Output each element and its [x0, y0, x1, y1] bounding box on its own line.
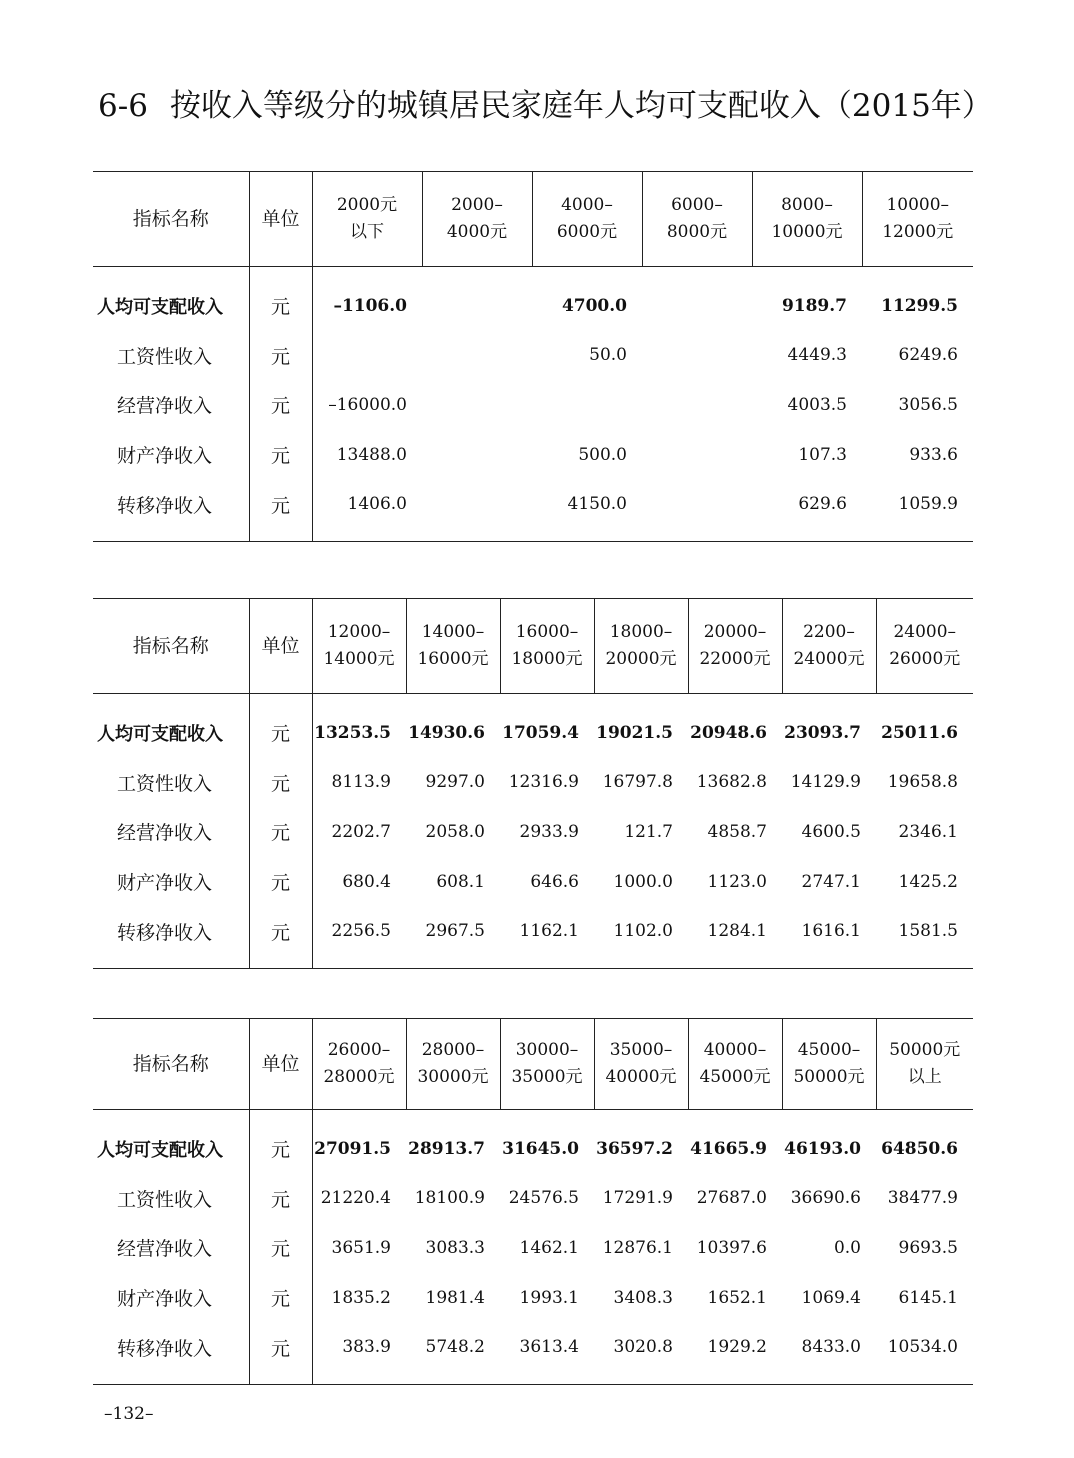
table-row: [93, 758, 973, 808]
cell-value: 10534.0: [876, 1322, 973, 1384]
cell-value: 4858.7: [707, 821, 767, 842]
cell-value: 3083.3: [425, 1237, 485, 1258]
cell-value: [422, 479, 532, 541]
row-unit: 元: [249, 430, 312, 480]
header-unit: 单位: [249, 1019, 312, 1110]
header-bracket: 8000– 10000元: [752, 172, 862, 267]
table-row: [93, 906, 973, 968]
cell-value: [532, 380, 642, 430]
table-row: [93, 380, 973, 430]
header-bracket: 40000– 45000元: [688, 1019, 782, 1110]
header-bracket: 30000– 35000元: [500, 1019, 594, 1110]
cell-value: 4700.0: [561, 295, 627, 316]
table-row: [93, 1110, 973, 1174]
cell-value: 36690.6: [790, 1188, 861, 1209]
cell-value: 6145.1: [898, 1287, 958, 1308]
header-bracket: 26000– 28000元: [312, 1019, 406, 1110]
header-unit: 单位: [249, 172, 312, 267]
cell-value: 8113.9: [312, 758, 406, 808]
row-unit: 元: [249, 807, 312, 857]
row-unit: 元: [249, 1322, 312, 1384]
cell-value: 36597.2: [596, 1138, 673, 1159]
header-bracket: 2000– 4000元: [422, 172, 532, 267]
table-row: [93, 694, 973, 758]
cell-value: 14129.9: [790, 772, 861, 793]
cell-value: 25011.6: [881, 722, 958, 743]
cell-value: 12316.9: [508, 772, 579, 793]
cell-value: 19658.8: [887, 772, 958, 793]
cell-value: 9693.5: [898, 1237, 958, 1258]
cell-value: [422, 380, 532, 430]
cell-value: 24576.5: [508, 1188, 579, 1209]
table-title: 按收入等级分的城镇居民家庭年人均可支配收入（2015年）: [169, 88, 993, 124]
row-label: 人均可支配收入: [97, 296, 223, 318]
table-row: [93, 1273, 973, 1323]
cell-value: 608.1: [436, 871, 485, 892]
row-label: 工资性收入: [117, 772, 213, 795]
cell-value: 27091.5: [312, 1110, 406, 1174]
income-table-1: [93, 171, 973, 542]
cell-value: 1284.1: [688, 906, 782, 968]
cell-value: 21220.4: [312, 1174, 406, 1224]
table-row: [93, 1223, 973, 1273]
table-row: [93, 430, 973, 480]
cell-value: [422, 331, 532, 381]
table-row: [93, 267, 973, 331]
row-label: 转移净收入: [93, 906, 249, 968]
income-table-2: [93, 598, 973, 969]
cell-value: –1106.0: [312, 267, 422, 331]
cell-value: 646.6: [530, 871, 579, 892]
cell-value: 1059.9: [862, 479, 973, 541]
table-row: [93, 807, 973, 857]
row-unit: 元: [249, 906, 312, 968]
cell-value: 383.9: [312, 1322, 406, 1384]
cell-value: 17059.4: [502, 722, 579, 743]
cell-value: 1993.1: [519, 1287, 579, 1308]
cell-value: 11299.5: [881, 295, 958, 316]
cell-value: [642, 479, 752, 541]
row-label: 转移净收入: [93, 479, 249, 541]
cell-value: 1929.2: [688, 1322, 782, 1384]
header-indicator-name: 指标名称: [93, 599, 249, 694]
header-bracket: 2200– 24000元: [782, 599, 876, 694]
cell-value: 1616.1: [782, 906, 876, 968]
cell-value: 13682.8: [696, 772, 767, 793]
cell-value: 107.3: [798, 444, 847, 465]
header-bracket: 14000– 16000元: [406, 599, 500, 694]
cell-value: [642, 331, 752, 381]
page-number: –132–: [104, 1404, 154, 1424]
cell-value: [422, 267, 532, 331]
cell-value: 31645.0: [502, 1138, 579, 1159]
cell-value: 3613.4: [500, 1322, 594, 1384]
cell-value: 18100.9: [414, 1188, 485, 1209]
row-unit: 元: [249, 331, 312, 381]
cell-value: 3651.9: [312, 1223, 406, 1273]
header-indicator-name: 指标名称: [93, 1019, 249, 1110]
cell-value: 3056.5: [898, 394, 958, 415]
cell-value: 1652.1: [707, 1287, 767, 1308]
cell-value: 1162.1: [500, 906, 594, 968]
cell-value: 4003.5: [787, 394, 847, 415]
row-unit: 元: [249, 1174, 312, 1224]
table-row: [93, 1174, 973, 1224]
cell-value: 2747.1: [801, 871, 861, 892]
cell-value: [642, 267, 752, 331]
cell-value: 1069.4: [801, 1287, 861, 1308]
row-unit: 元: [249, 857, 312, 907]
header-unit: 单位: [249, 599, 312, 694]
cell-value: 27687.0: [696, 1188, 767, 1209]
cell-value: 9189.7: [781, 295, 847, 316]
cell-value: 2346.1: [898, 821, 958, 842]
cell-value: 3020.8: [594, 1322, 688, 1384]
cell-value: 17291.9: [602, 1188, 673, 1209]
row-label: 经营净收入: [117, 822, 213, 845]
cell-value: 1981.4: [425, 1287, 485, 1308]
row-unit: 元: [249, 758, 312, 808]
cell-value: 121.7: [624, 821, 673, 842]
cell-value: 6249.6: [898, 345, 958, 366]
row-label: 人均可支配收入: [97, 723, 223, 745]
cell-value: 2256.5: [312, 906, 406, 968]
cell-value: 2058.0: [425, 821, 485, 842]
cell-value: 41665.9: [690, 1138, 767, 1159]
table-row: [93, 1322, 973, 1384]
cell-value: 1406.0: [312, 479, 422, 541]
cell-value: 933.6: [909, 444, 958, 465]
cell-value: 64850.6: [881, 1138, 958, 1159]
row-unit: 元: [249, 1223, 312, 1273]
cell-value: 4449.3: [787, 345, 847, 366]
header-bracket: 4000– 6000元: [532, 172, 642, 267]
cell-value: 4150.0: [532, 479, 642, 541]
cell-value: 13253.5: [312, 694, 406, 758]
row-label: 经营净收入: [117, 395, 213, 418]
row-unit: 元: [249, 479, 312, 541]
cell-value: [312, 331, 422, 381]
table-row: [93, 331, 973, 381]
cell-value: 23093.7: [784, 722, 861, 743]
cell-value: 2933.9: [519, 821, 579, 842]
row-label: 财产净收入: [117, 872, 213, 895]
cell-value: 46193.0: [784, 1138, 861, 1159]
cell-value: 8433.0: [782, 1322, 876, 1384]
row-unit: 元: [249, 1110, 312, 1174]
table-row: [93, 857, 973, 907]
row-label: 工资性收入: [117, 345, 213, 368]
header-indicator-name: 指标名称: [93, 172, 249, 267]
cell-value: 28913.7: [408, 1138, 485, 1159]
cell-value: 1835.2: [312, 1273, 406, 1323]
table-number: 6-6: [98, 88, 148, 124]
cell-value: 680.4: [312, 857, 406, 907]
header-bracket: 16000– 18000元: [500, 599, 594, 694]
cell-value: 2202.7: [312, 807, 406, 857]
header-bracket: 6000– 8000元: [642, 172, 752, 267]
cell-value: 9297.0: [425, 772, 485, 793]
cell-value: [642, 380, 752, 430]
cell-value: 10397.6: [696, 1237, 767, 1258]
header-bracket: 35000– 40000元: [594, 1019, 688, 1110]
income-table-3: [93, 1018, 973, 1385]
header-bracket: 24000– 26000元: [876, 599, 973, 694]
row-label: 转移净收入: [93, 1322, 249, 1384]
row-label: 财产净收入: [117, 1288, 213, 1311]
cell-value: 38477.9: [887, 1188, 958, 1209]
cell-value: 500.0: [578, 444, 627, 465]
header-bracket: 20000– 22000元: [688, 599, 782, 694]
cell-value: 629.6: [752, 479, 862, 541]
header-bracket: 45000– 50000元: [782, 1019, 876, 1110]
row-unit: 元: [249, 267, 312, 331]
row-unit: 元: [249, 694, 312, 758]
header-bracket: 50000元 以上: [876, 1019, 973, 1110]
cell-value: 1425.2: [898, 871, 958, 892]
header-bracket: 28000– 30000元: [406, 1019, 500, 1110]
header-bracket: 2000元 以下: [312, 172, 422, 267]
row-label: 工资性收入: [117, 1188, 213, 1211]
cell-value: 0.0: [833, 1237, 861, 1258]
cell-value: 4600.5: [801, 821, 861, 842]
row-label: 人均可支配收入: [97, 1139, 223, 1161]
cell-value: 20948.6: [690, 722, 767, 743]
cell-value: 12876.1: [602, 1237, 673, 1258]
cell-value: 5748.2: [406, 1322, 500, 1384]
table-row: [93, 479, 973, 541]
cell-value: 19021.5: [596, 722, 673, 743]
cell-value: 1462.1: [519, 1237, 579, 1258]
cell-value: 50.0: [589, 345, 627, 366]
cell-value: 1123.0: [707, 871, 767, 892]
row-label: 财产净收入: [117, 445, 213, 468]
row-label: 经营净收入: [117, 1238, 213, 1261]
header-bracket: 18000– 20000元: [594, 599, 688, 694]
cell-value: 1000.0: [613, 871, 673, 892]
cell-value: [422, 430, 532, 480]
cell-value: 13488.0: [312, 430, 422, 480]
header-bracket: 10000– 12000元: [862, 172, 973, 267]
row-unit: 元: [249, 380, 312, 430]
cell-value: 1581.5: [876, 906, 973, 968]
header-bracket: 12000– 14000元: [312, 599, 406, 694]
cell-value: 16797.8: [602, 772, 673, 793]
cell-value: 14930.6: [408, 722, 485, 743]
cell-value: [642, 430, 752, 480]
row-unit: 元: [249, 1273, 312, 1323]
cell-value: 3408.3: [613, 1287, 673, 1308]
cell-value: 1102.0: [594, 906, 688, 968]
page-title: [98, 80, 993, 125]
cell-value: 2967.5: [406, 906, 500, 968]
cell-value: –16000.0: [312, 380, 422, 430]
